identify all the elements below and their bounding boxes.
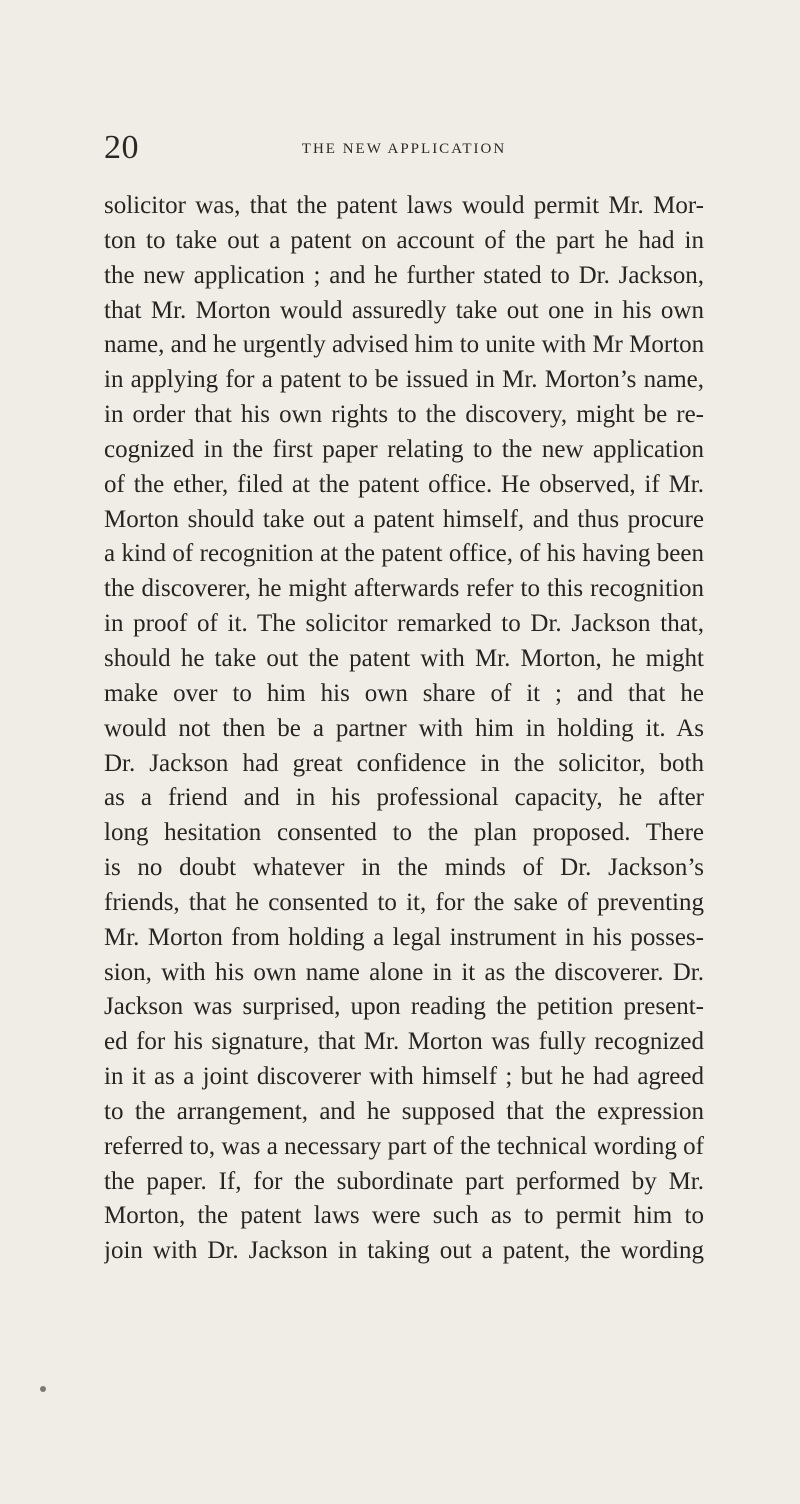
text-line: sion, with his own name alone in it as the discoverer. Dr. [104, 958, 704, 986]
text-line: that Mr. Morton would assuredly take out one in his own [104, 296, 704, 324]
text-line: referred to, was a necessary part of the technical wording of [104, 1132, 704, 1160]
text-line: make over to him his own share of it ; and that he [104, 679, 704, 707]
text-line: Morton, the patent laws were such as to permit him to [104, 1202, 704, 1230]
text-line: should he take out the patent with Mr. Morton, he might [104, 644, 704, 672]
text-line: is no doubt whatever in the minds of Dr. Jackson’s [104, 854, 704, 882]
text-line: of the ether, filed at the patent office. He observed, if Mr. [104, 470, 704, 498]
text-line: Mr. Morton from holding a legal instrument in his posses- [104, 923, 704, 951]
text-line: friends, that he consented to it, for the sake of preventing [104, 888, 704, 916]
text-line: Morton should take out a patent himself, and thus procure [104, 505, 704, 533]
text-line: Dr. Jackson had great confidence in the solicitor, both [104, 749, 704, 777]
text-line: in order that his own rights to the discovery, might be re- [104, 401, 704, 429]
text-line: the paper. If, for the subordinate part performed by Mr. [104, 1167, 704, 1195]
text-line: would not then be a partner with him in holding it. As [104, 714, 704, 742]
running-head: THE NEW APPLICATION [301, 141, 507, 157]
text-line: a kind of recognition at the patent office, of his having been [104, 540, 704, 568]
text-line: join with Dr. Jackson in taking out a patent, the wording [104, 1237, 704, 1265]
text-line: to the arrangement, and he supposed that the expression [104, 1097, 704, 1125]
text-line: cognized in the first paper relating to the new application [104, 435, 704, 463]
body-text [104, 189, 704, 1269]
text-line: solicitor was, that the patent laws would permit Mr. Mor- [104, 192, 704, 219]
text-line: in applying for a patent to be issued in Mr. Morton’s name, [104, 366, 704, 394]
text-line: in proof of it. The solicitor remarked to Dr. Jackson that, [104, 610, 704, 638]
text-line: Jackson was surprised, upon reading the petition present- [104, 993, 704, 1021]
text-line: ton to take out a patent on account of the part he had in [104, 226, 704, 254]
page-number: 20 [104, 129, 139, 166]
text-line: ed for his signature, that Mr. Morton was fully recognized [104, 1028, 704, 1056]
text-line: name, and he urgently advised him to unite with Mr Morton [104, 331, 704, 359]
text-line: in it as a joint discoverer with himself ; but he had agreed [104, 1063, 704, 1091]
text-line: as a friend and in his professional capacity, he after [104, 784, 704, 812]
page-header [104, 128, 704, 172]
text-line: the new application ; and he further stated to Dr. Jackson, [104, 261, 704, 289]
text-line: the discoverer, he might afterwards refer to this recognition [104, 575, 704, 603]
text-line: long hesitation consented to the plan proposed. There [104, 819, 704, 847]
ink-speck [40, 1386, 46, 1392]
